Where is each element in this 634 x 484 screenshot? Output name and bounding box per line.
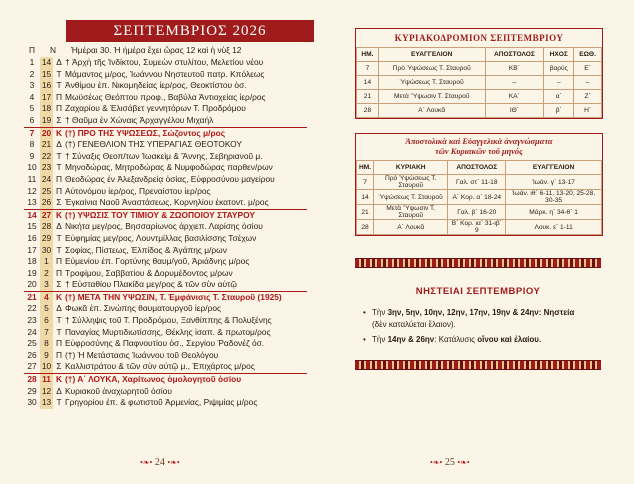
day-row (24, 268, 307, 280)
weekday-number: 17 (27, 244, 37, 255)
weekday-number: 9 (29, 150, 35, 161)
new-calendar-date: 17 (41, 91, 52, 102)
day-list (24, 57, 307, 409)
right-page (317, 0, 634, 484)
day-letter: Δ (56, 221, 62, 232)
day-letter: Κ (55, 291, 63, 302)
day-letter: Δ (56, 57, 62, 67)
weekday-number: 22 (27, 303, 37, 314)
feast-text: Θεοδώρας ἐν Ἀλεξανδρείᾳ ὁσίας, Εὐφροσύνου μαγείρου (65, 173, 275, 184)
table-cell: Μετὰ Ὕψωσιν Τ. Σταυροῦ (378, 90, 485, 104)
ornament-icon: •❧• (167, 458, 180, 467)
day-letter: Τ (56, 397, 62, 408)
fast-text: : Κατάλυσις (434, 335, 478, 344)
new-calendar-date: 4 (40, 292, 53, 304)
table-cell: Ὑψώσεως Τ. Σταυροῦ (378, 76, 485, 90)
day-row (24, 279, 307, 291)
feast-text: Κυριακοῦ ἀναχωρητοῦ ὁσίου (65, 385, 172, 396)
feast-text: (†) ΜΕΤΑ ΤΗΝ ΥΨΩΣΙΝ, Τ. Ἐμφάνισις Τ. Σταυροῦ (1925) (65, 291, 282, 302)
table-cell: Α΄ Λουκᾶ (374, 220, 448, 235)
day-letter: Κ (55, 374, 63, 385)
feast-text: Εὐφημίας μεγ/ρος, Λουντμίλλας βασιλίσσης Τσέχων (65, 232, 257, 243)
new-calendar-date: 25 (41, 185, 52, 196)
day-row (24, 233, 307, 245)
table-cell: Γαλ. στ΄ 11-18 (448, 175, 506, 190)
table-cell: Λουκ. ε΄ 1-11 (506, 220, 602, 235)
feast-text: Γρηγορίου ἐπ. & φωτιστοῦ Ἀρμενίας, Ριψιμίας μ/ρος (65, 397, 258, 408)
table-header: ΗΧΟΣ (544, 48, 574, 62)
table-cell: Μάρκ. η΄ 34-θ΄ 1 (506, 205, 602, 220)
fast-item (363, 334, 601, 346)
col-newdate-label: Ν (50, 45, 56, 55)
feast-text: (†) Ἡ Μετάστασις Ἰωάννου τοῦ Θεολόγου (65, 349, 219, 360)
day-letter: Κ (55, 209, 63, 220)
table-cell: Πρὸ Ὑψώσεως Τ. Σταυροῦ (378, 62, 485, 76)
new-calendar-date: 26 (41, 197, 52, 208)
weekday-number: 1 (29, 57, 35, 67)
page-number: 24 (154, 457, 165, 468)
kyriakodromion-table (356, 47, 602, 118)
weekday-number: 14 (27, 209, 37, 220)
feast-text: Σοφίας, Πίστεως, Ἐλπίδος & Ἀγάπης μ/ρων (65, 244, 227, 255)
feast-text: Ἀνθίμου ἐπ. Νικομηδείας ἱερ/ρος, Θεοκτίστου ὁσ. (65, 80, 247, 91)
new-calendar-date: 3 (40, 279, 53, 291)
weekday-number: 26 (27, 349, 37, 360)
day-row (24, 80, 307, 92)
new-calendar-date: 5 (40, 303, 53, 315)
day-letter: Τ (56, 326, 62, 337)
readings-box (355, 133, 603, 236)
new-calendar-date: 22 (41, 150, 52, 161)
new-calendar-date: 11 (40, 374, 53, 386)
page-number-right (430, 457, 470, 468)
table-cell: Α΄ Λουκᾶ (378, 104, 485, 118)
weekday-number: 10 (27, 162, 37, 173)
new-calendar-date: 18 (41, 103, 52, 114)
new-calendar-date: 14 (41, 57, 52, 67)
new-calendar-date: 27 (41, 209, 52, 220)
day-letter: Π (55, 267, 63, 278)
day-row (24, 209, 307, 222)
table-cell: 28 (357, 104, 379, 118)
fast-days: 14ην & 26ην (387, 335, 435, 344)
new-calendar-date: 10 (41, 361, 52, 372)
ornament-icon: •❧• (140, 458, 153, 467)
table-cell: Ὑψώσεως Τ. Σταυροῦ (374, 190, 448, 205)
feast-text: Μηνοδώρας, Μητροδώρας & Νυμφοδώρας παρθεν/ρων (65, 162, 273, 173)
feast-text: (†) Α΄ ΛΟΥΚΑ, Χαρίτωνος ὁμολογητοῦ ὁσίου (65, 374, 242, 385)
table-cell: ΙΘ΄ (485, 104, 544, 118)
feast-text: (†) ΥΨΩΣΙΣ ΤΟΥ ΤΙΜΙΟΥ & ΖΩΟΠΟΙΟΥ ΣΤΑΥΡΟΥ (65, 209, 255, 220)
feast-text: † Ἀρχὴ τῆς Ἰνδίκτου, Συμεὼν στυλίτου, Μελετίου νέου (65, 57, 264, 67)
new-calendar-date: 7 (40, 327, 53, 339)
table-cell: 7 (357, 62, 379, 76)
fast-note: (δὲν καταλύεται ἔλαιον). (372, 319, 456, 329)
fast-note: οἴνου καὶ ἐλαίου. (477, 335, 542, 344)
day-letter: Κ (55, 127, 63, 138)
day-row (24, 291, 307, 304)
day-row (24, 115, 307, 127)
feast-text: † Θαῦμα ἐν Χώναις Ἀρχαγγέλου Μιχαήλ (65, 114, 214, 125)
weekday-number: 11 (27, 173, 37, 184)
day-row (24, 338, 307, 350)
table-cell: 7 (357, 175, 374, 190)
new-calendar-date: 13 (41, 397, 52, 408)
weekday-number: 16 (27, 232, 37, 243)
feast-text: † Σύλληψις τοῦ Τ. Προδρόμου, Ξανθίππης & Πολυξένης (65, 315, 272, 326)
new-calendar-date: 29 (41, 232, 52, 243)
day-row (24, 162, 307, 174)
weekday-number: 8 (29, 139, 35, 150)
day-row (24, 139, 307, 151)
day-row (24, 303, 307, 315)
feast-text: Αὐτονόμου ἱερ/ρος, Πρεναίστου ἱερ/ρος (65, 185, 211, 196)
table-cell: Β΄ Κορ. ια΄ 31-ιβ΄ 9 (448, 220, 506, 235)
new-calendar-date: 24 (41, 173, 52, 184)
day-row (24, 221, 307, 233)
feast-text: † Εὐσταθίου Πλακίδα μεγ/ρος & τῶν σὺν αὐτῷ (65, 279, 237, 290)
fast-days: 3ην, 5ην, 10ην, 12ην, 17ην, 19ην & 24ην: Νηστεία (387, 308, 575, 317)
day-row (24, 127, 307, 140)
new-calendar-date: 28 (41, 221, 52, 232)
weekday-number: 3 (29, 80, 35, 91)
fast-text: Τὴν (372, 335, 388, 344)
feast-text: Ἐγκαίνια Ναοῦ Ἀναστάσεως, Κορνηλίου ἑκατοντ. μ/ρος (65, 197, 269, 208)
new-calendar-date: 19 (41, 114, 52, 125)
table-row (357, 220, 602, 235)
table-cell: 14 (357, 76, 379, 90)
feast-text: Εὐφροσύνης & Παφνουτίου ὁσ., Σεργίου Ῥαδονέζ ὁσ. (65, 338, 265, 349)
table-header: ΑΠΟΣΤΟΛΟΣ (485, 48, 544, 62)
day-row (24, 103, 307, 115)
day-row (24, 245, 307, 257)
day-letter: Π (55, 349, 63, 360)
table-row (357, 190, 602, 205)
day-letter: Δ (56, 139, 62, 150)
weekday-number: 4 (29, 91, 35, 102)
table-cell: Ζ΄ (574, 90, 602, 104)
new-calendar-date: 21 (41, 139, 52, 150)
day-row (24, 315, 307, 327)
table-cell: 21 (357, 205, 374, 220)
weekday-number: 18 (27, 256, 37, 267)
day-letter: Σ (56, 197, 62, 208)
day-letter: Δ (56, 303, 62, 314)
day-row (24, 327, 307, 339)
day-row (24, 397, 307, 409)
new-calendar-date: 16 (41, 80, 52, 91)
table-cell: Ε΄ (574, 62, 602, 76)
readings-title-line2: τῶν Κυριακῶν τοῦ μηνός (435, 147, 523, 156)
new-calendar-date: 2 (40, 268, 53, 280)
fast-item (363, 307, 601, 330)
fast-text: Τὴν (372, 308, 388, 317)
day-letter: Τ (56, 162, 62, 173)
table-cell: βαρύς (544, 62, 574, 76)
fasts-list (355, 307, 601, 346)
table-header: ΗΜ. (357, 48, 379, 62)
col-weekday-label: Π (29, 45, 35, 55)
day-row (24, 197, 307, 209)
new-calendar-date: 6 (40, 315, 53, 327)
weekday-number: 2 (29, 68, 35, 79)
weekday-number: 28 (27, 374, 37, 385)
day-letter: Δ (56, 385, 62, 396)
day-letter: Τ (56, 315, 62, 326)
feast-text: Παναγίας Μυρτιδιωτίσσης, Θέκλης ἰσαπ. & πρωτομ/ρος (65, 326, 271, 337)
table-row (357, 104, 602, 118)
table-cell: – (544, 76, 574, 90)
readings-title (356, 134, 602, 160)
table-row (357, 175, 602, 190)
new-calendar-date: 12 (41, 385, 52, 396)
day-row (24, 92, 307, 104)
day-row (24, 256, 307, 268)
day-letter: Π (55, 338, 63, 349)
day-row (24, 57, 307, 69)
table-cell: Πρὸ Ὑψώσεως Τ. Σταυροῦ (374, 175, 448, 190)
table-cell: ΚΑ΄ (485, 90, 544, 104)
table-cell: Ἰωάν. ιθ΄ 6-11, 13-20, 25-28, 30-35 (506, 190, 602, 205)
table-header: ΚΥΡΙΑΚΗ (374, 161, 448, 175)
month-title: ΣΕΠΤΕΜΒΡΙΟΣ 2026 (66, 20, 314, 42)
table-cell: – (574, 76, 602, 90)
table-row (357, 76, 602, 90)
feast-text: (†) ΠΡΟ ΤΗΣ ΥΨΩΣΕΩΣ, Σώζοντος μ/ρος (65, 127, 226, 138)
table-row (357, 205, 602, 220)
feast-text: Εὐμενίου ἐπ. Γορτύνης θαυμ/γοῦ, Ἀριάδνης μ/ρος (65, 256, 250, 267)
weekday-number: 29 (27, 385, 37, 396)
table-cell: 28 (357, 220, 374, 235)
day-letter: Τ (56, 68, 62, 79)
calendar-subheader (24, 43, 307, 57)
table-header: ΕΥΑΓΓΕΛΙΟΝ (506, 161, 602, 175)
decorative-band (355, 360, 601, 370)
day-letter: Τ (56, 80, 62, 91)
weekday-number: 24 (27, 326, 37, 337)
day-row (24, 69, 307, 81)
day-letter: Σ (56, 361, 62, 372)
weekday-number: 7 (29, 127, 35, 138)
day-letter: Τ (56, 232, 62, 243)
day-letter: Π (55, 91, 63, 102)
table-cell: α΄ (544, 90, 574, 104)
table-cell: Μετὰ Ὕψωσιν Τ. Σταυροῦ (374, 205, 448, 220)
day-row (24, 373, 307, 386)
day-letter: Σ (56, 114, 62, 125)
feast-text: Ζαχαρίου & Ἐλισάβετ γεννητόρων Τ. Προδρόμου (65, 103, 246, 114)
weekday-number: 15 (27, 221, 37, 232)
day-row (24, 361, 307, 373)
weekday-number: 13 (27, 197, 37, 208)
feast-text: Φωκᾶ ἐπ. Σινώπης θαυματουργοῦ ἱερ/ρος (65, 303, 222, 314)
new-calendar-date: 30 (41, 244, 52, 255)
day-letter: Π (55, 173, 63, 184)
feast-text: (†) ΓΕΝΕΘΛΙΟΝ ΤΗΣ ΥΠΕΡΑΓΙΑΣ ΘΕΟΤΟΚΟΥ (65, 139, 242, 150)
table-cell: Ἰωάν. γ΄ 13-17 (506, 175, 602, 190)
weekday-number: 27 (27, 361, 37, 372)
readings-title-line1: Ἀποστολικὰ καὶ Εὐαγγελικὰ ἀναγνώσματα (405, 137, 553, 146)
table-cell: ΚΒ΄ (485, 62, 544, 76)
day-row (24, 350, 307, 362)
kyriakodromion-title: ΚΥΡΙΑΚΟΔΡΟΜΙΟΝ ΣΕΠΤΕΜΒΡΙΟΥ (394, 33, 564, 43)
day-row (24, 186, 307, 198)
weekday-number: 12 (27, 185, 37, 196)
weekday-number: 19 (27, 267, 37, 278)
day-letter: Τ (56, 150, 62, 161)
day-letter: Π (55, 256, 63, 267)
kyriakodromion-box (355, 28, 603, 119)
feast-text: Μάμαντος μ/ρος, Ἰωάννου Νηστευτοῦ πατρ. Κπόλεως (65, 68, 265, 79)
weekday-number: 23 (27, 315, 37, 326)
day-row (24, 174, 307, 186)
day-letter: Π (55, 103, 63, 114)
table-cell: β΄ (544, 104, 574, 118)
table-header: ΑΠΟΣΤΟΛΟΣ (448, 161, 506, 175)
table-cell: – (485, 76, 544, 90)
new-calendar-date: 15 (41, 68, 52, 79)
new-calendar-date: 23 (41, 162, 52, 173)
new-calendar-date: 9 (40, 350, 53, 362)
weekday-number: 6 (29, 114, 35, 125)
table-cell: 21 (357, 90, 379, 104)
day-row (24, 386, 307, 398)
feast-text: Καλλιστράτου & τῶν σὺν αὐτῷ μ., Ἐπιχάρτος μ/ρος (65, 361, 255, 372)
day-length-info: Ἡμέραι 30. Ἡ ἡμέρα ἔχει ὥρας 12 καὶ ἡ νὺξ 12 (71, 45, 242, 55)
table-row (357, 90, 602, 104)
page-number-left (140, 457, 180, 468)
table-cell: Η΄ (574, 104, 602, 118)
table-cell: 14 (357, 190, 374, 205)
day-letter: Σ (56, 279, 62, 290)
day-letter: Τ (56, 244, 62, 255)
day-row (24, 151, 307, 163)
weekday-number: 30 (27, 397, 37, 408)
ornament-icon: •❧• (457, 458, 470, 467)
readings-table (356, 160, 602, 235)
fasts-title: ΝΗΣΤΕΙΑΙ ΣΕΠΤΕΜΒΡΙΟΥ (415, 286, 541, 297)
feast-text: Τροφίμου, Σαββατίου & Δορυμέδοντος μ/ρων (65, 267, 233, 278)
day-letter: Π (55, 185, 63, 196)
new-calendar-date: 1 (40, 256, 53, 268)
decorative-band (355, 258, 601, 268)
feast-text: † Σύναξις Θεοπ/των Ἰωακεὶμ & Ἄννης, Σεβηριανοῦ μ. (65, 150, 263, 161)
feast-text: Μωϋσέως Θεόπτου προφ., Βαβύλα Ἀντιοχείας ἱερ/ρος (65, 91, 266, 102)
weekday-number: 25 (27, 338, 37, 349)
feast-text: Νικήτα μεγ/ρος, Βησσαρίωνος ἀρχιεπ. Λαρίσης ὁσίου (65, 221, 263, 232)
weekday-number: 21 (27, 291, 37, 302)
table-row (357, 62, 602, 76)
table-header: ΗΜ. (357, 161, 374, 175)
weekday-number: 20 (27, 279, 37, 290)
new-calendar-date: 8 (40, 338, 53, 350)
table-cell: Γαλ. β΄ 16-20 (448, 205, 506, 220)
weekday-number: 5 (29, 103, 35, 114)
table-header: ΕΩΘ. (574, 48, 602, 62)
ornament-icon: •❧• (430, 458, 443, 467)
table-header: ΕΥΑΓΓΕΛΙΟΝ (378, 48, 485, 62)
new-calendar-date: 20 (41, 127, 52, 138)
page-number: 25 (444, 457, 455, 468)
table-cell: Α΄ Κορ. α΄ 18-24 (448, 190, 506, 205)
